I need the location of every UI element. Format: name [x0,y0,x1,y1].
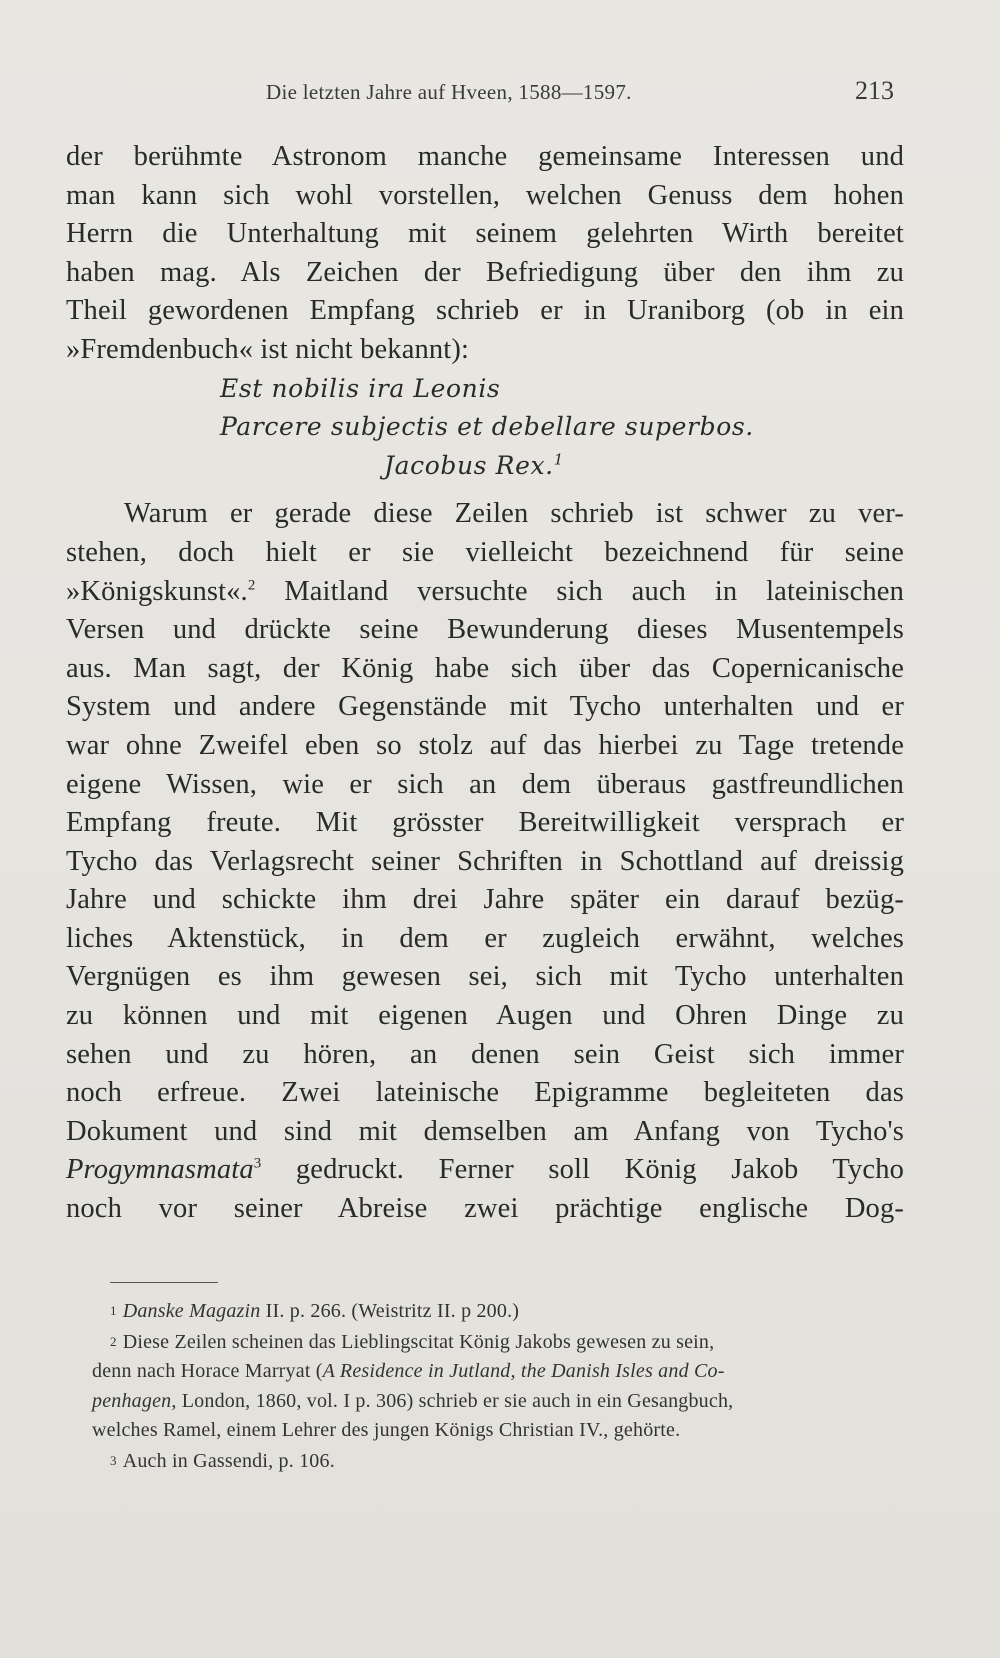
footnote-2-continued [92,1387,920,1417]
text-line: Theil gewordenen Empfang schrieb er in Uraniborg (ob in ein [66,295,904,327]
footnote-2-continued: welches Ramel, einem Lehrer des jungen Königs Christian IV., gehörte. [92,1419,681,1441]
text-span: gedruckt. Ferner soll König Jakob Tycho [261,1154,904,1186]
text-line: Herrn die Unterhaltung mit seinem gelehrten Wirth bereitet [66,218,904,250]
text-line [66,1151,904,1190]
text-line: Warum er gerade diese Zeilen schrieb ist schwer zu ver- [124,498,904,530]
quote-line: Parcere subjectis et debellare superbos. [220,412,754,442]
text-line [66,573,904,612]
footnote-3 [110,1446,920,1477]
footnote-text: , London, 1860, vol. I p. 306) schrieb er sie auch in ein Gesangbuch, [171,1389,734,1412]
footnote-text: denn nach Horace Marryat ( [92,1360,323,1382]
text-line: haben mag. Als Zeichen der Befriedigung über den ihm zu [66,256,904,288]
text-line: Dokument und sind mit demselben am Anfang von Tycho's [66,1115,904,1147]
text-span: »Königskunst«. [66,575,248,607]
footnote-1 [110,1296,920,1327]
footnotes [92,1296,920,1476]
text-line: »Fremdenbuch« ist nicht bekannt): [66,333,470,365]
text-line: Tycho das Verlagsrecht seiner Schriften in Schottland auf dreissig [66,845,904,877]
text-span-italic: Progymnasmata [66,1154,254,1186]
text-line: aus. Man sagt, der König habe sich über das Copernicanische [66,652,904,684]
body-text [66,138,904,1229]
footnote-italic: Danske Magazin [122,1300,261,1322]
text-line: der berühmte Astronom manche gemeinsame Interessen und [66,141,904,172]
text-line: eigene Wissen, wie er sich an dem überaus gastfreundlichen [66,768,904,800]
text-line: zu können und mit eigenen Augen und Ohren Dinge zu [66,1000,904,1032]
text-line: stehen, doch hielt er sie vielleicht bezeichnend für seine [66,536,904,568]
running-title: Die letzten Jahre auf Hveen, 1588—1597. [266,80,632,104]
footnote-rule [110,1282,218,1283]
text-line: Vergnügen es ihm gewesen sei, sich mit Tycho unterhalten [66,961,904,993]
footnote-number: 1 [110,1303,117,1318]
footnote-text: Auch in Gassendi, p. 106. [122,1449,335,1472]
footnote-italic: penhagen [92,1389,172,1412]
text-line: Versen und drückte seine Bewunderung dieses Musentempels [66,614,904,646]
text-line: liches Aktenstück, in dem er zugleich erwähnt, welches [66,922,904,954]
text-line: man kann sich wohl vorstellen, welchen Genuss dem hohen [66,179,904,211]
footnote-number: 2 [110,1333,117,1349]
page-number: 213 [855,76,894,105]
footnote-ref: 3 [253,1155,262,1172]
running-head [0,76,1000,110]
footnote-ref: 1 [553,450,564,469]
text-line: noch erfreue. Zwei lateinische Epigramme begleiteten das [66,1077,904,1109]
text-span: Maitland versuchte sich auch in lateinischen [255,575,904,607]
text-line: Empfang freute. Mit grösster Bereitwilligkeit versprach er [66,807,904,839]
footnote-ref: 2 [247,577,256,594]
footnote-text: Diese Zeilen scheinen das Lieblingscitat König Jakobs gewesen zu sein, [122,1330,715,1353]
footnote-italic: A Residence in Jutland, the Danish Isles and Co- [322,1360,725,1382]
signature-text: Jacobus Rex. [384,450,554,480]
text-line: System und andere Gegenstände mit Tycho unterhalten und er [66,691,904,723]
footnote-2-continued [92,1357,920,1387]
footnote-number: 3 [110,1452,117,1468]
text-line: sehen und zu hören, an denen sein Geist sich immer [66,1038,904,1070]
quote-signature [66,447,904,486]
text-line: noch vor seiner Abreise zwei prächtige englische Dog- [66,1193,904,1225]
text-line: war ohne Zweifel eben so stolz auf das hierbei zu Tage tretende [66,729,904,761]
text-line: Jahre und schickte ihm drei Jahre später ein darauf bezüg- [66,884,904,916]
footnote-text: II. p. 266. (Weistritz II. p 200.) [260,1300,520,1322]
quote-line: Est nobilis ira Leonis [220,373,501,403]
footnote-2 [110,1327,920,1358]
